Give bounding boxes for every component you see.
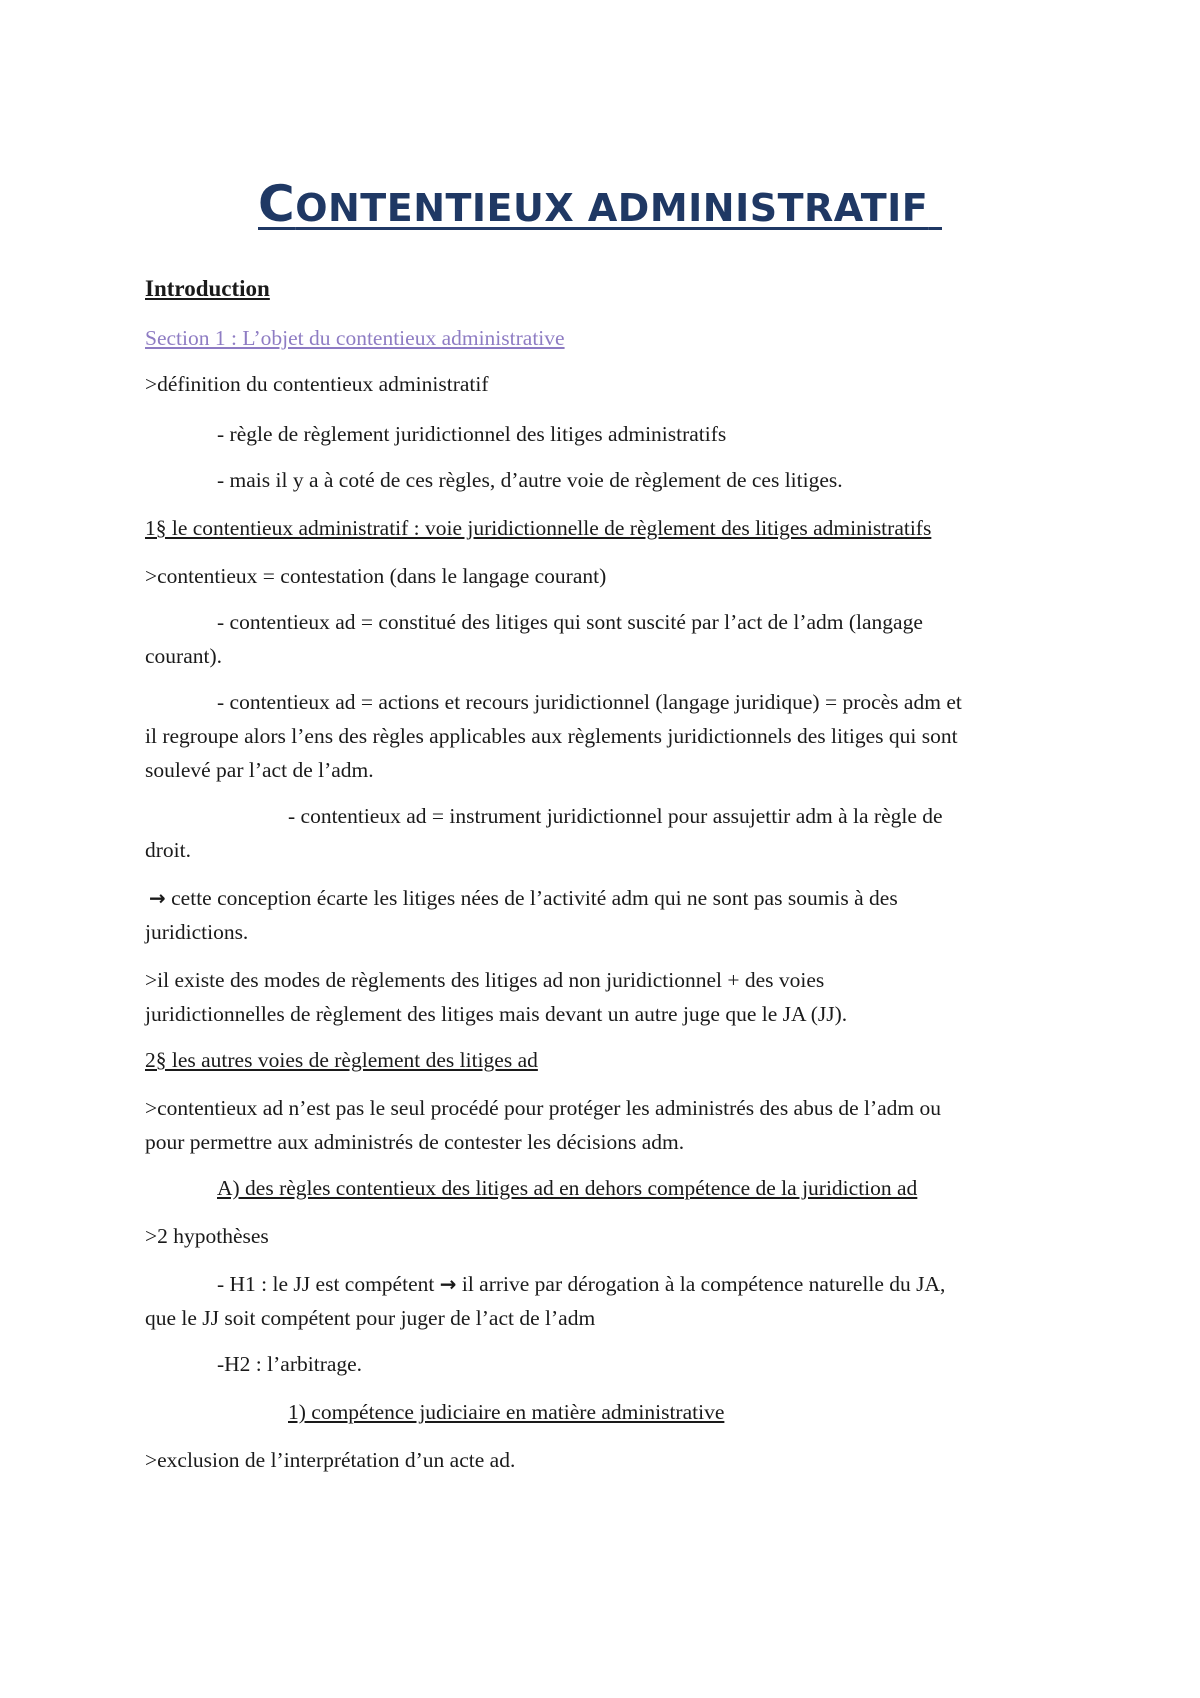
paragraph-modes-line2: juridictionnelles de règlement des litiges mais devant un autre juge que le JA (JJ). <box>145 1002 848 1026</box>
bullet-langage-juridique-line1: - contentieux ad = actions et recours juridictionnel (langage juridique) = procès adm et <box>217 690 962 714</box>
subheading-1: 1§ le contentieux administratif : voie juridictionnelle de règlement des litiges administratifs <box>145 516 932 540</box>
paragraph-conception-line2: juridictions. <box>145 920 249 944</box>
paragraph-contestation: >contentieux = contestation (dans le langage courant) <box>145 564 607 588</box>
bullet-langage-courant-line1: - contentieux ad = constitué des litiges qui sont suscité par l’act de l’adm (langage <box>217 610 923 634</box>
bullet-h1-line1 <box>217 1268 945 1301</box>
paragraph-modes-line1: >il existe des modes de règlements des litiges ad non juridictionnel + des voies <box>145 968 825 992</box>
paragraph-exclusion: >exclusion de l’interprétation d’un acte ad. <box>145 1448 516 1472</box>
bullet-h1-pre: - H1 : le JJ est compétent <box>217 1272 435 1296</box>
paragraph-conception-line1 <box>149 882 898 915</box>
paragraph-definition: >définition du contentieux administratif <box>145 372 489 396</box>
title-text: ONTENTIEUX ADMINISTRATIF <box>295 186 929 230</box>
subheading-1-competence: 1) compétence judiciaire en matière administrative <box>288 1400 725 1424</box>
bullet-langage-courant-line2: courant). <box>145 644 223 668</box>
subheading-a: A) des règles contentieux des litiges ad en dehors compétence de la juridiction ad <box>217 1176 918 1200</box>
heading-introduction: Introduction <box>145 276 270 301</box>
paragraph-conception-text: cette conception écarte les litiges nées de l’activité adm qui ne sont pas soumis à des <box>171 886 898 910</box>
paragraph-hypotheses: >2 hypothèses <box>145 1224 269 1248</box>
bullet-autre-voie: - mais il y a à coté de ces règles, d’autre voie de règlement de ces litiges. <box>217 468 843 492</box>
bullet-h1-line2: que le JJ soit compétent pour juger de l’act de l’adm <box>145 1306 596 1330</box>
bullet-instrument-line2: droit. <box>145 838 191 862</box>
bullet-h1-post: il arrive par dérogation à la compétence naturelle du JA, <box>461 1272 946 1296</box>
document-title <box>0 175 1200 233</box>
bullet-regle: - règle de règlement juridictionnel des litiges administratifs <box>217 422 727 446</box>
bullet-h2: -H2 : l’arbitrage. <box>217 1352 363 1376</box>
bullet-langage-juridique-line2: il regroupe alors l’ens des règles applicables aux règlements juridictionnels des litiges qui sont <box>145 724 958 748</box>
title-initial: C <box>258 175 296 233</box>
bullet-langage-juridique-line3: soulevé par l’act de l’adm. <box>145 758 374 782</box>
subheading-2: 2§ les autres voies de règlement des litiges ad <box>145 1048 538 1072</box>
bullet-instrument-line1: - contentieux ad = instrument juridictionnel pour assujettir adm à la règle de <box>288 804 943 828</box>
paragraph-procede-line2: pour permettre aux administrés de contester les décisions adm. <box>145 1130 685 1154</box>
paragraph-procede-line1: >contentieux ad n’est pas le seul procédé pour protéger les administrés des abus de l’adm ou <box>145 1096 942 1120</box>
section-1-heading[interactable]: Section 1 : L’objet du contentieux administrative <box>145 326 565 350</box>
arrow-right-icon: → <box>149 886 166 910</box>
arrow-right-icon: → <box>439 1272 457 1296</box>
